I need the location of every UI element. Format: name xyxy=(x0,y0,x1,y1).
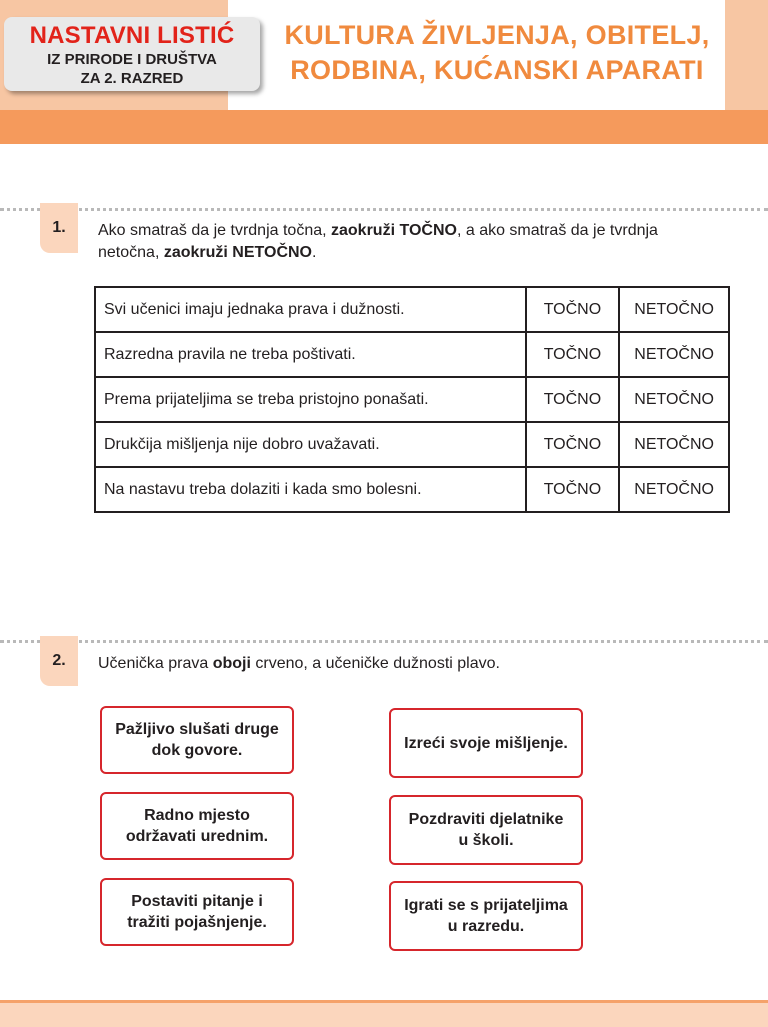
page-title-line-1: KULTURA ŽIVLJENJA, OBITELJ, xyxy=(284,20,710,50)
rights-duties-box[interactable] xyxy=(100,878,294,946)
worksheet-badge xyxy=(4,17,260,91)
false-option[interactable]: NETOČNO xyxy=(619,332,729,377)
box-line: Radno mjesto xyxy=(144,807,250,824)
rights-duties-box[interactable] xyxy=(389,708,583,778)
rights-duties-box[interactable] xyxy=(389,881,583,951)
box-line: održavati urednim. xyxy=(125,828,269,845)
badge-subject: IZ PRIRODE I DRUŠTVA xyxy=(47,51,217,68)
box-line: Izreći svoje mišljenje. xyxy=(404,734,568,752)
box-line: Pažljivo slušati druge xyxy=(115,721,279,738)
table-row xyxy=(95,287,729,332)
statement-cell: Prema prijateljima se treba pristojno ponašati. xyxy=(95,377,526,422)
false-option[interactable]: NETOČNO xyxy=(619,287,729,332)
box-line: tražiti pojašnjenje. xyxy=(127,914,267,931)
true-option[interactable]: TOČNO xyxy=(526,422,620,467)
box-line: u razredu. xyxy=(447,918,525,935)
true-option[interactable]: TOČNO xyxy=(526,377,620,422)
badge-title: NASTAVNI LISTIĆ xyxy=(29,22,235,49)
box-line: dok govore. xyxy=(151,742,243,759)
true-false-table xyxy=(94,286,730,513)
instr-text: netočna, xyxy=(98,244,164,261)
instr-text: . xyxy=(312,244,317,261)
box-line: Postaviti pitanje i xyxy=(131,893,263,910)
false-option[interactable]: NETOČNO xyxy=(619,467,729,512)
true-option[interactable]: TOČNO xyxy=(526,332,620,377)
box-line: Igrati se s prijateljima xyxy=(404,897,568,914)
rights-duties-box[interactable] xyxy=(100,792,294,860)
table-row xyxy=(95,467,729,512)
section-divider-1 xyxy=(0,208,768,211)
box-line: u školi. xyxy=(458,832,514,849)
section-divider-2 xyxy=(0,640,768,643)
page-title xyxy=(268,18,726,88)
statement-cell: Razredna pravila ne treba poštivati. xyxy=(95,332,526,377)
table-row xyxy=(95,377,729,422)
statement-cell: Na nastavu treba dolaziti i kada smo bolesni. xyxy=(95,467,526,512)
instr-bold: zaokruži TOČNO xyxy=(331,222,457,239)
task-1-instruction xyxy=(98,220,698,264)
false-option[interactable]: NETOČNO xyxy=(619,422,729,467)
table-row xyxy=(95,332,729,377)
page-title-line-2: RODBINA, KUĆANSKI APARATI xyxy=(290,55,704,85)
instr-text: , a ako smatraš da je tvrdnja xyxy=(456,222,658,239)
true-option[interactable]: TOČNO xyxy=(526,467,620,512)
header-band xyxy=(0,110,768,144)
task-1-number: 1. xyxy=(40,203,78,253)
statement-cell: Drukčija mišljenja nije dobro uvažavati. xyxy=(95,422,526,467)
rights-duties-box[interactable] xyxy=(100,706,294,774)
task-2-instruction xyxy=(98,653,698,675)
instr-bold: oboji xyxy=(212,655,251,672)
instr-text: crveno, a učeničke dužnosti plavo. xyxy=(250,655,500,672)
rights-duties-box[interactable] xyxy=(389,795,583,865)
instr-text: Ako smatraš da je tvrdnja točna, xyxy=(98,222,331,239)
true-option[interactable]: TOČNO xyxy=(526,287,620,332)
instr-bold: zaokruži NETOČNO xyxy=(163,244,312,261)
task-2-number: 2. xyxy=(40,636,78,686)
instr-text: Učenička prava xyxy=(98,655,213,672)
statement-cell: Svi učenici imaju jednaka prava i dužnosti. xyxy=(95,287,526,332)
false-option[interactable]: NETOČNO xyxy=(619,377,729,422)
box-line: Pozdraviti djelatnike xyxy=(408,811,564,828)
table-row xyxy=(95,422,729,467)
badge-grade: ZA 2. RAZRED xyxy=(80,70,184,87)
footer-band xyxy=(0,1000,768,1027)
